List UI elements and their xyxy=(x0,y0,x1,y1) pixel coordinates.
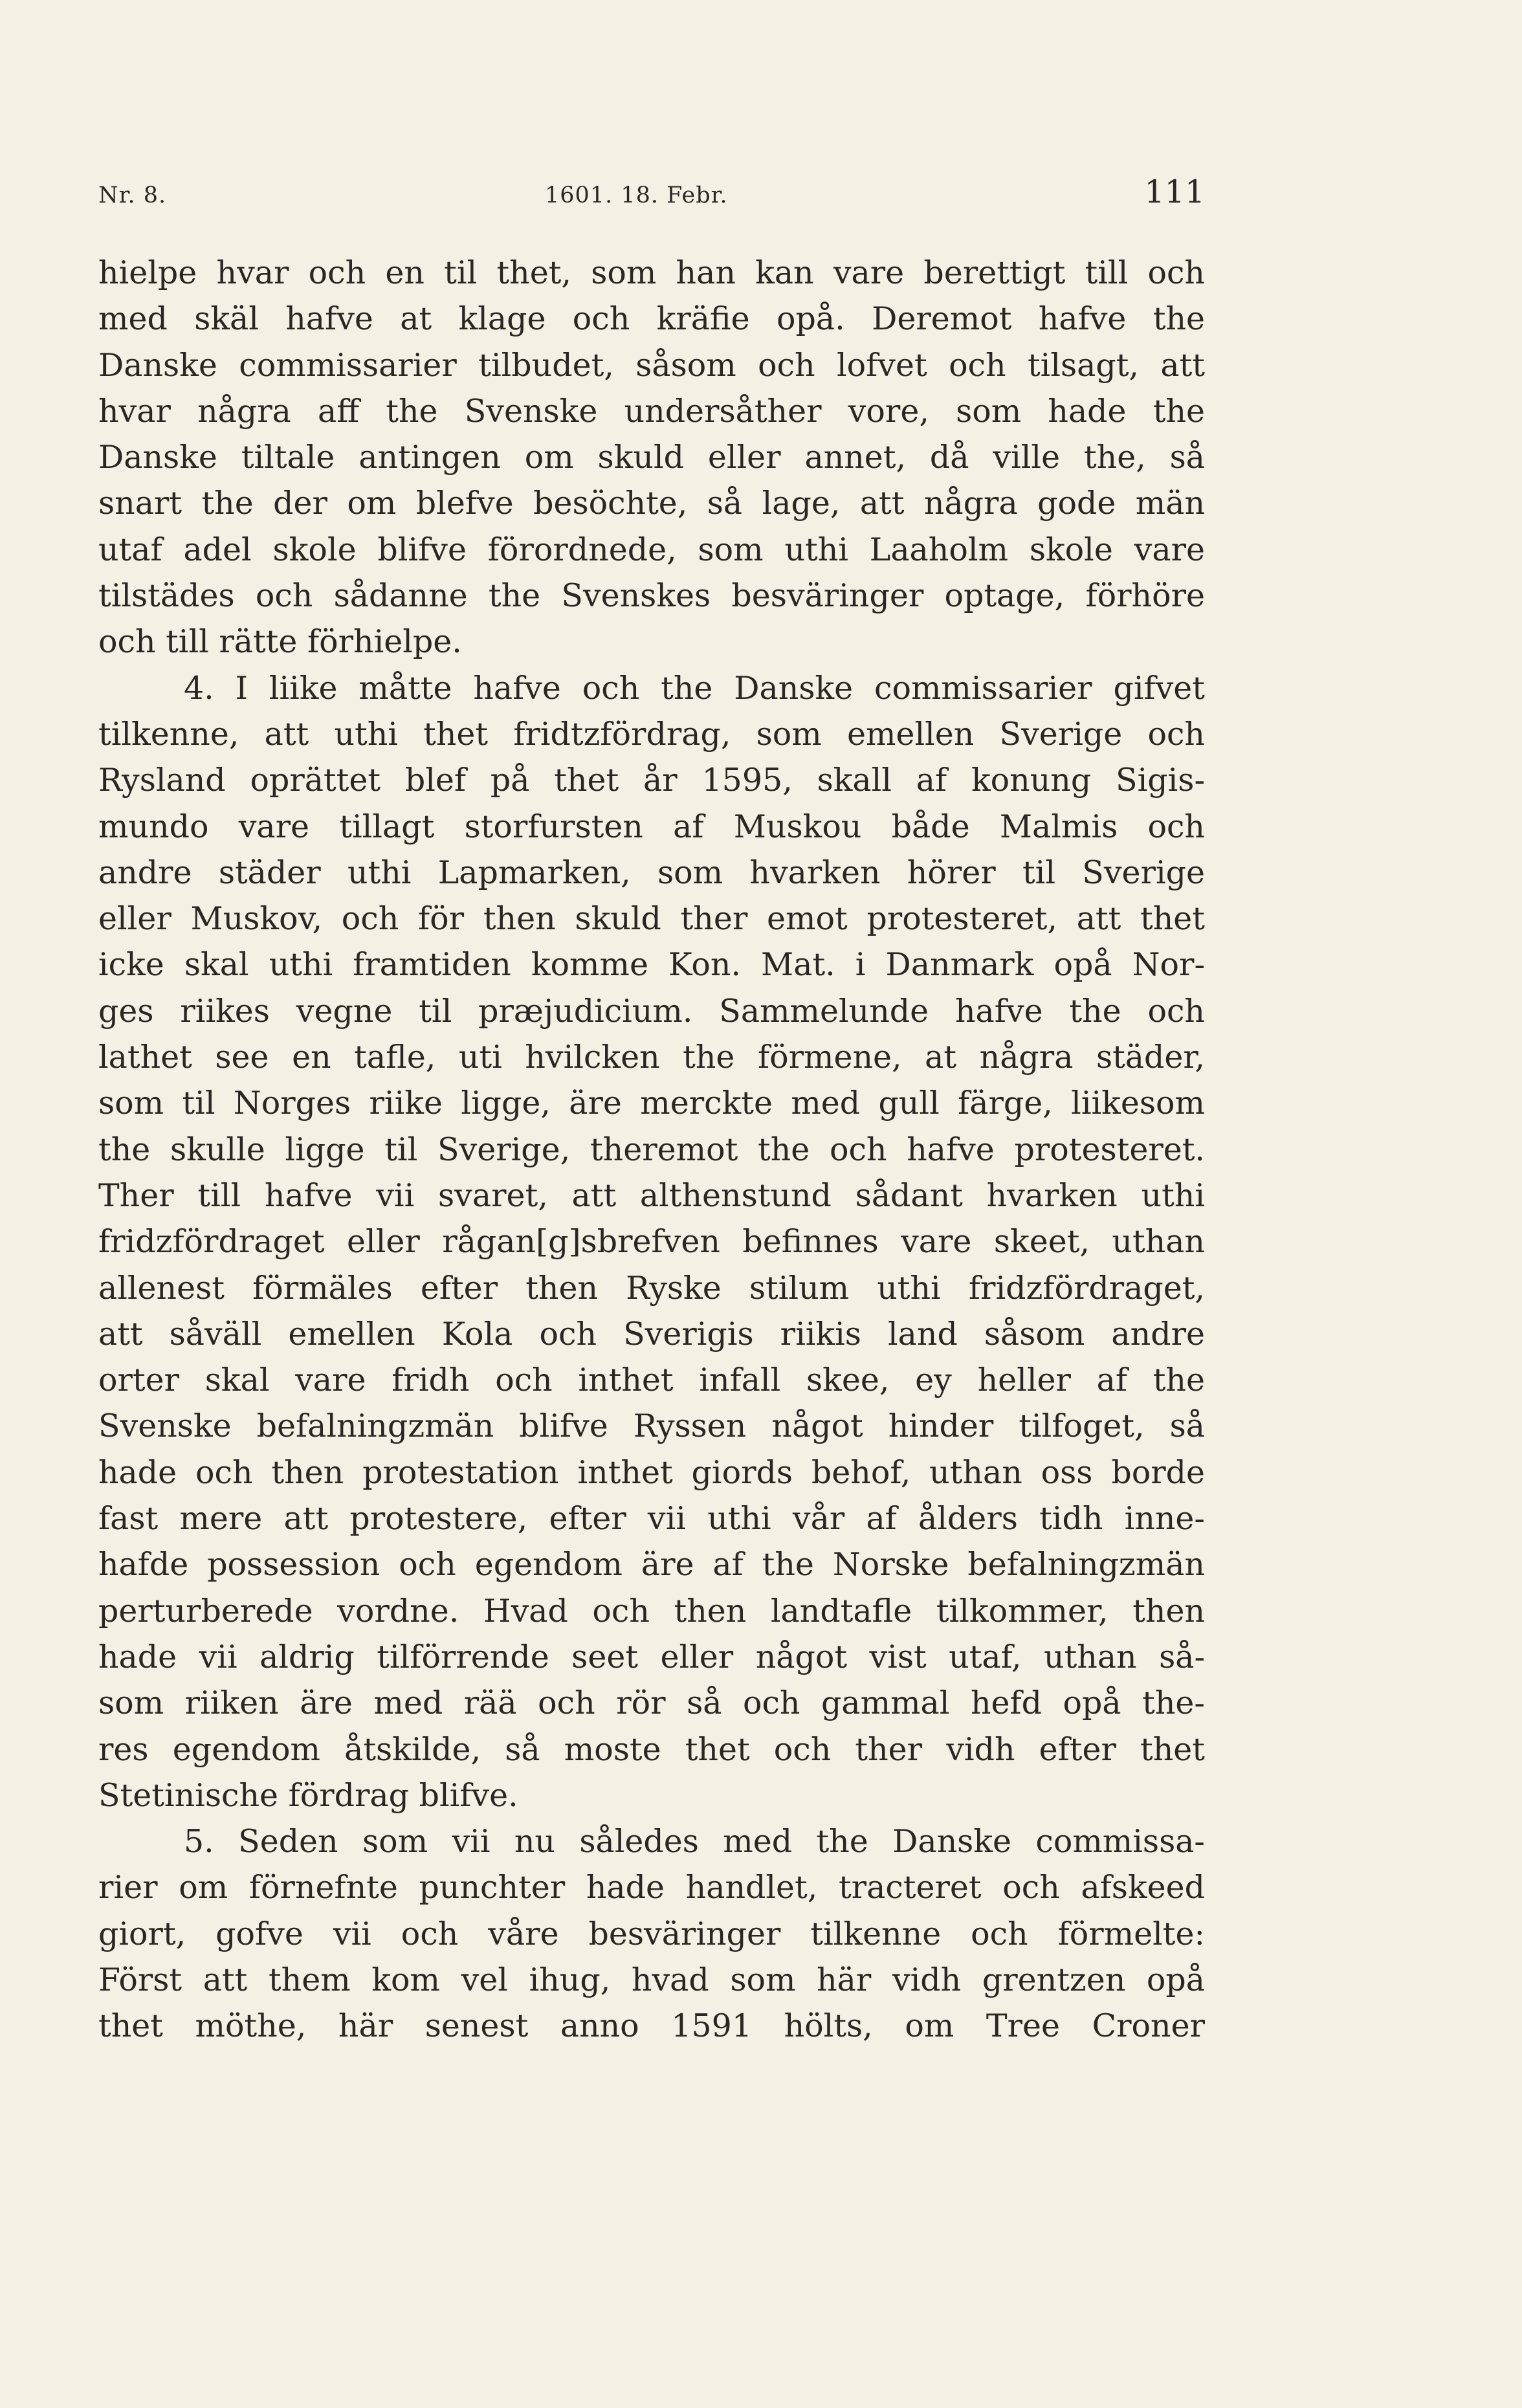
text-line: hade vii aldrig tilförrende seet eller något vist utaf, uthan så- xyxy=(98,1638,1205,1675)
text-line: hielpe hvar och en til thet, som han kan vare berettigt till och xyxy=(98,254,1205,291)
body-text xyxy=(98,250,1205,2049)
text-line: Stetinische fördrag blifve. xyxy=(98,1776,518,1814)
text-line: snart the der om blefve besöchte, så lage, att några gode män xyxy=(98,485,1205,522)
page-number: 111 xyxy=(1144,173,1205,210)
document-number: Nr. 8. xyxy=(98,182,167,208)
text-line: utaf adel skole blifve förordnede, som uthi Laaholm skole vare xyxy=(98,531,1205,568)
text-line: eller Muskov, och för then skuld ther emot protesteret, att thet xyxy=(98,900,1205,938)
text-line: med skäl hafve at klage och kräfie opå. Deremot hafve the xyxy=(98,300,1205,338)
text-line: andre städer uthi Lapmarken, som hvarken hörer til Sverige xyxy=(98,854,1205,891)
text-line: tilstädes och sådanne the Svenskes besväringer optage, förhöre xyxy=(98,577,1205,615)
text-line: rier om förnefnte punchter hade handlet, tracteret och afskeed xyxy=(98,1869,1205,1906)
page-header xyxy=(98,173,1205,219)
text-line: thet möthe, här senest anno 1591 hölts, om Tree Croner xyxy=(98,2007,1205,2045)
text-line: fast mere att protestere, efter vii uthi vår af ålders tidh inne- xyxy=(98,1500,1205,1538)
paragraph-start-5: 5. Seden som vii nu således med the Danske commissa- xyxy=(184,1823,1205,1861)
text-line: Svenske befalningzmän blifve Ryssen något hinder tilfoget, så xyxy=(98,1408,1205,1445)
text-line: Danske commissarier tilbudet, såsom och lofvet och tilsagt, att xyxy=(98,346,1205,384)
text-line: Ther till hafve vii svaret, att althenstund sådant hvarken uthi xyxy=(98,1176,1205,1214)
text-line: hade och then protestation inthet giords behof, uthan oss borde xyxy=(98,1453,1205,1491)
document-date: 1601. 18. Febr. xyxy=(545,182,728,208)
text-line: Danske tiltale antingen om skuld eller annet, då ville the, så xyxy=(98,439,1205,476)
text-line: som til Norges riike ligge, äre merckte med gull färge, liikesom xyxy=(98,1085,1205,1122)
text-line: the skulle ligge til Sverige, theremot the och hafve protesteret. xyxy=(98,1131,1205,1168)
text-line: att såväll emellen Kola och Sverigis riikis land såsom andre xyxy=(98,1315,1205,1353)
text-line: fridzfördraget eller rågan[g]sbrefven befinnes vare skeet, uthan xyxy=(98,1223,1205,1261)
text-line: allenest förmäles efter then Ryske stilum uthi fridzfördraget, xyxy=(98,1269,1205,1307)
text-line: tilkenne, att uthi thet fridtzfördrag, som emellen Sverige och xyxy=(98,715,1205,753)
text-line: Rysland oprättet blef på thet år 1595, skall af konung Sigis- xyxy=(98,762,1205,799)
text-line: som riiken äre med rää och rör så och gammal hefd opå the- xyxy=(98,1684,1205,1722)
text-line: res egendom åtskilde, så moste thet och ther vidh efter thet xyxy=(98,1730,1205,1768)
text-line: orter skal vare fridh och inthet infall skee, ey heller af the xyxy=(98,1362,1205,1399)
text-line: giort, gofve vii och våre besväringer tilkenne och förmelte: xyxy=(98,1915,1205,1952)
text-line: och till rätte förhielpe. xyxy=(98,623,462,661)
text-line: hafde possession och egendom äre af the Norske befalningzmän xyxy=(98,1546,1205,1584)
text-line: icke skal uthi framtiden komme Kon. Mat. i Danmark opå Nor- xyxy=(98,946,1205,984)
paragraph-start-4: 4. I liike måtte hafve och the Danske commissarier gifvet xyxy=(184,669,1205,707)
text-line: ges riikes vegne til præjudicium. Sammelunde hafve the och xyxy=(98,992,1205,1030)
text-line: lathet see en tafle, uti hvilcken the förmene, at några städer, xyxy=(98,1039,1205,1076)
text-line: mundo vare tillagt storfursten af Muskou både Malmis och xyxy=(98,808,1205,845)
text-line: hvar några aff the Svenske undersåther vore, som hade the xyxy=(98,392,1205,430)
text-line: perturberede vordne. Hvad och then landtafle tilkommer, then xyxy=(98,1592,1205,1629)
text-line: Först att them kom vel ihug, hvad som här vidh grentzen opå xyxy=(98,1961,1205,1998)
